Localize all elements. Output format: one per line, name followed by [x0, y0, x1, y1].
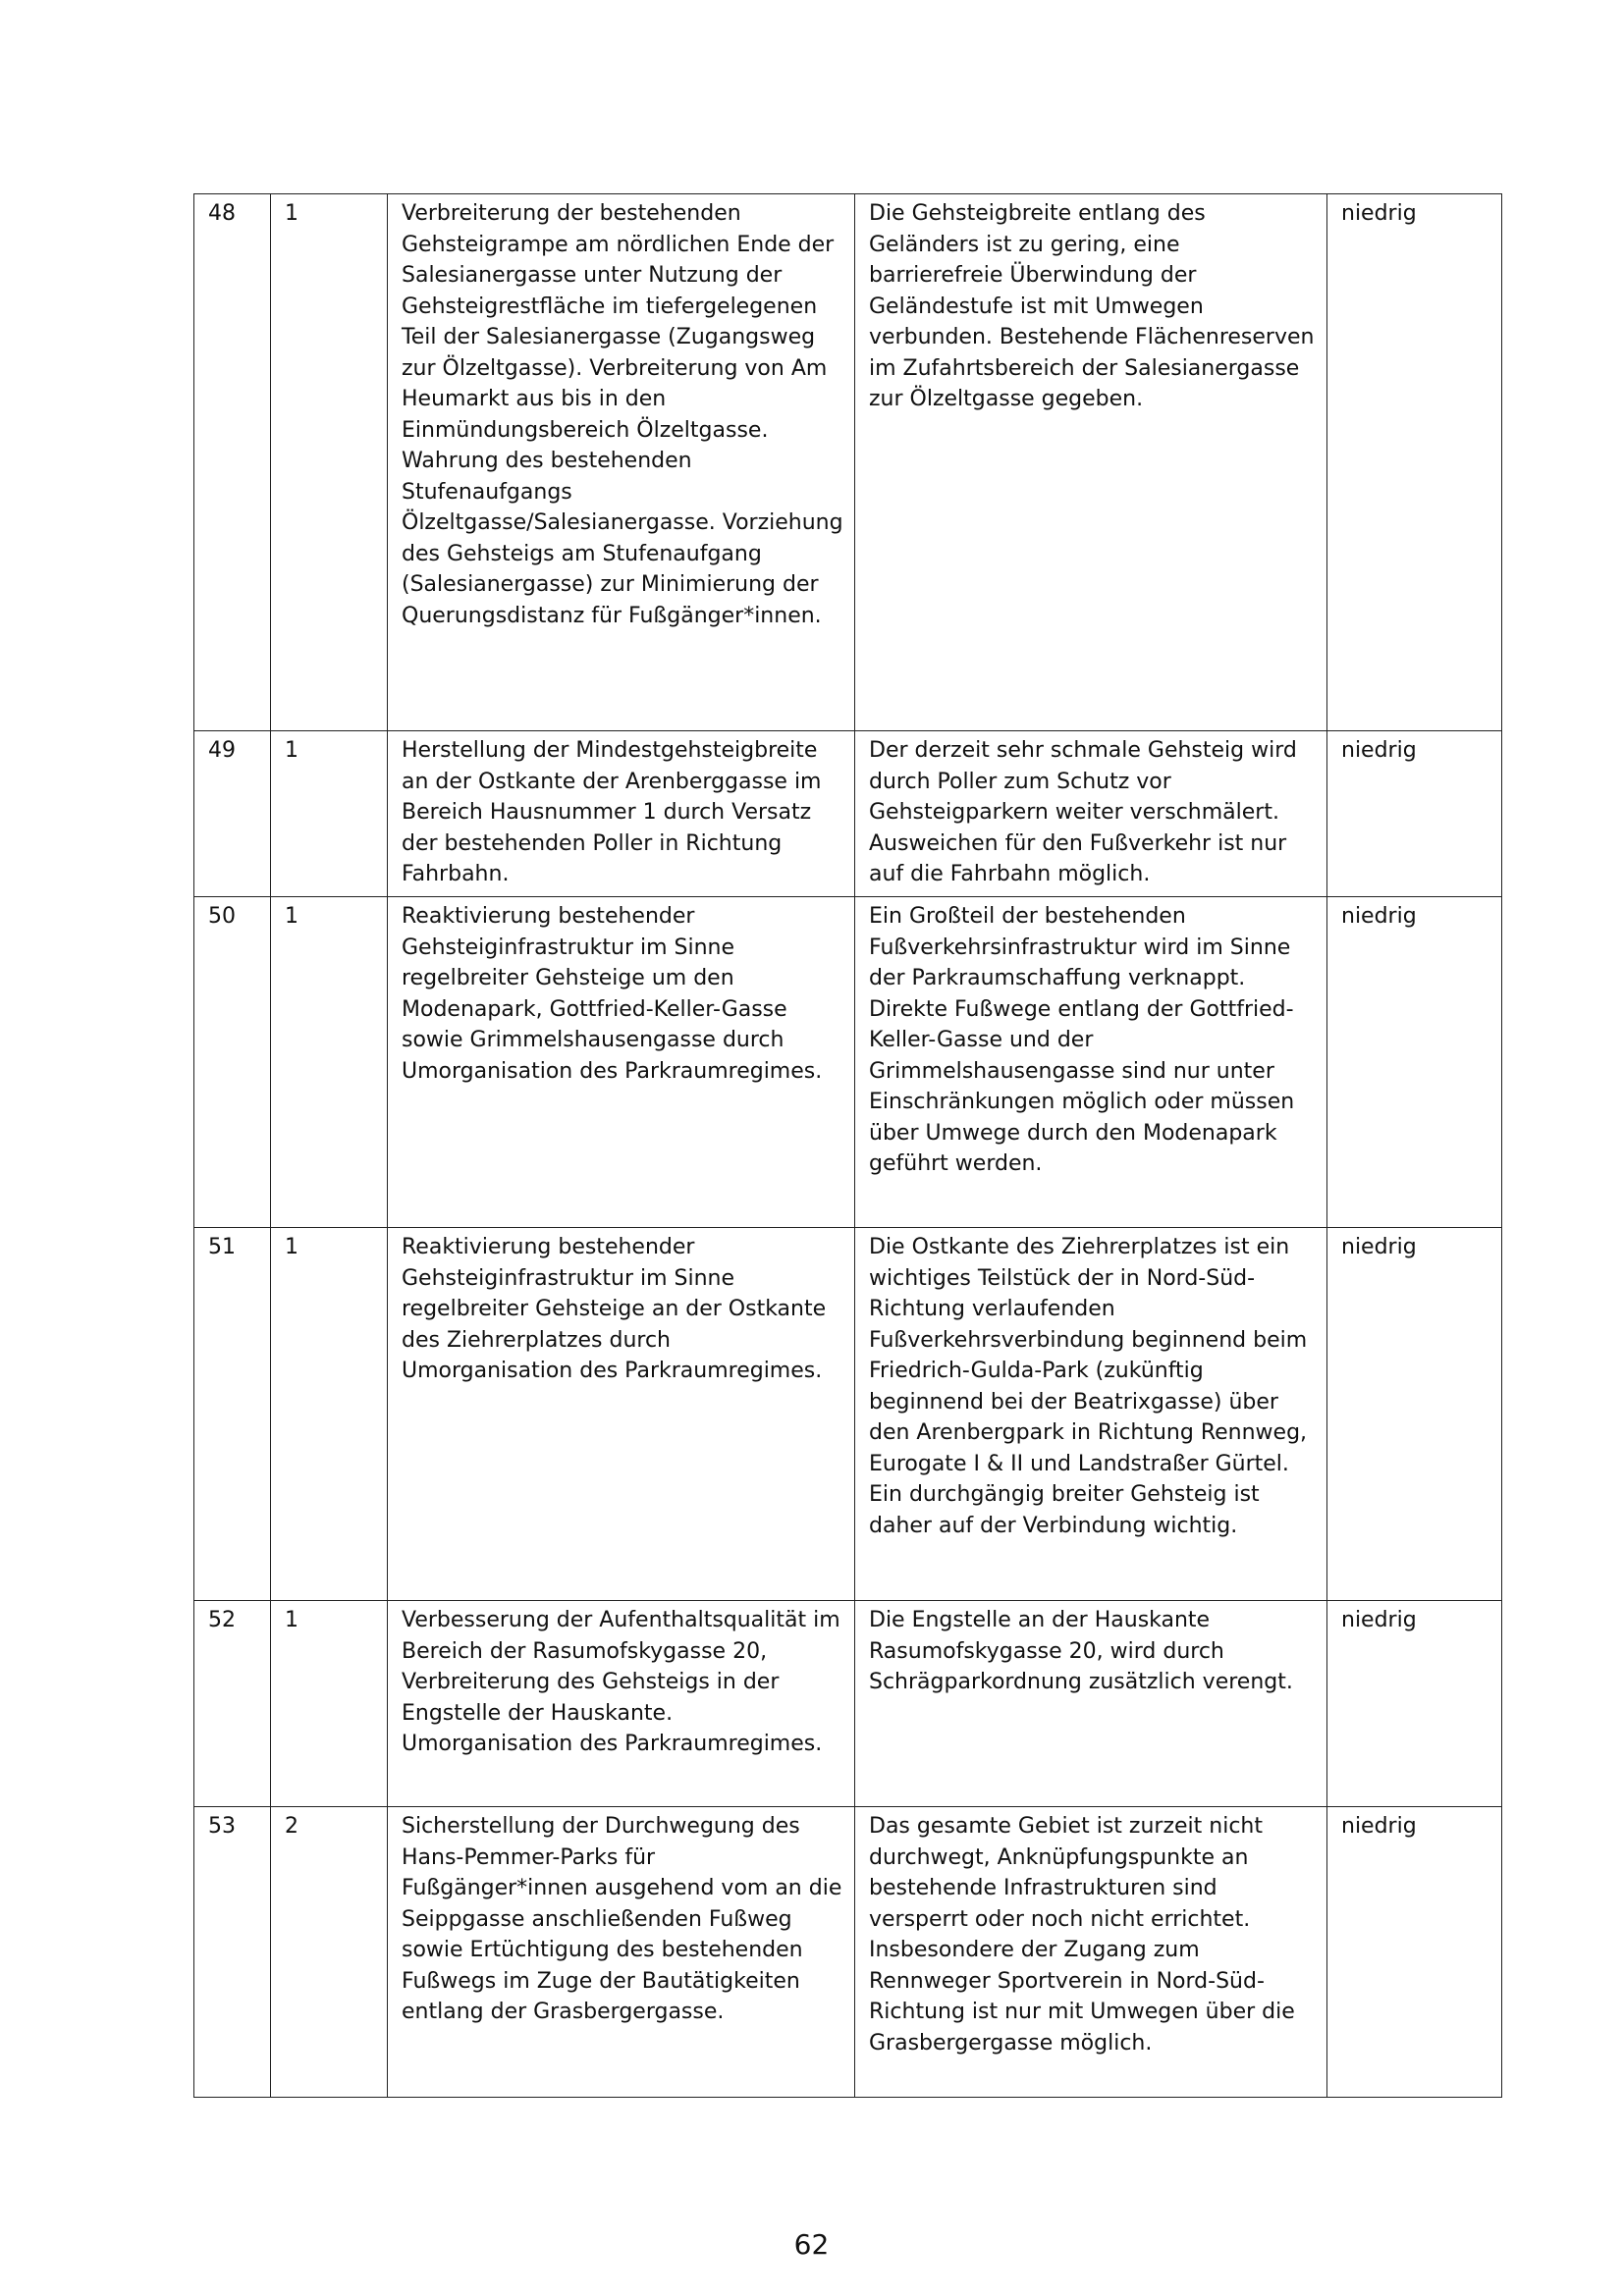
- row-measure: Reaktivierung bestehender Gehsteiginfrastruktur im Sinne regelbreiter Gehsteige um den Modenapark, Gottfried-Keller-Gasse sowie Grimmelshausengasse durch Umorganisation des Parkraumregimes.: [388, 897, 855, 1228]
- row-measure: Verbesserung der Aufenthaltsqualität im Bereich der Rasumofskygasse 20, Verbreiterung des Gehsteigs in der Engstelle der Hauskante. Umorganisation des Parkraumregimes.: [388, 1601, 855, 1807]
- row-measure: Verbreiterung der bestehenden Gehsteigrampe am nördlichen Ende der Salesianergasse unter Nutzung der Gehsteigrestfläche im tiefergelegenen Teil der Salesianergasse (Zugangsweg zur Ölzeltgasse). Verbreiterung von Am Heumarkt aus bis in den Einmündungsbereich Ölzeltgasse. Wahrung des bestehenden Stufenaufgangs Ölzeltgasse/Salesianergasse. Vorziehung des Gehsteigs am Stufenaufgang (Salesianergasse) zur Minimierung der Querungsdistanz für Fußgänger*innen.: [388, 194, 855, 731]
- row-category: 1: [271, 897, 388, 1228]
- row-justification: Der derzeit sehr schmale Gehsteig wird durch Poller zum Schutz vor Gehsteigparkern weiter verschmälert. Ausweichen für den Fußverkehr ist nur auf die Fahrbahn möglich.: [855, 731, 1327, 897]
- row-category: 1: [271, 194, 388, 731]
- table-row: [194, 1601, 1502, 1807]
- row-number: 50: [194, 897, 271, 1228]
- row-number: 48: [194, 194, 271, 731]
- row-number: 52: [194, 1601, 271, 1807]
- row-priority: niedrig: [1327, 1228, 1502, 1601]
- measures-table: [193, 193, 1502, 2098]
- row-justification: Die Engstelle an der Hauskante Rasumofskygasse 20, wird durch Schrägparkordnung zusätzlich verengt.: [855, 1601, 1327, 1807]
- row-number: 49: [194, 731, 271, 897]
- row-measure: Sicherstellung der Durchwegung des Hans-Pemmer-Parks für Fußgänger*innen ausgehend vom an die Seippgasse anschließenden Fußweg sowie Ertüchtigung des bestehenden Fußwegs im Zuge der Bautätigkeiten entlang der Grasbergergasse.: [388, 1807, 855, 2098]
- row-category: 1: [271, 1228, 388, 1601]
- row-category: 1: [271, 731, 388, 897]
- row-justification: Das gesamte Gebiet ist zurzeit nicht durchwegt, Anknüpfungspunkte an bestehende Infrastrukturen sind versperrt oder noch nicht errichtet. Insbesondere der Zugang zum Rennweger Sportverein in Nord-Süd-Richtung ist nur mit Umwegen über die Grasbergergasse möglich.: [855, 1807, 1327, 2098]
- row-justification: Ein Großteil der bestehenden Fußverkehrsinfrastruktur wird im Sinne der Parkraumschaffung verknappt. Direkte Fußwege entlang der Gottfried-Keller-Gasse und der Grimmelshausengasse sind nur unter Einschränkungen möglich oder müssen über Umwege durch den Modenapark geführt werden.: [855, 897, 1327, 1228]
- row-number: 51: [194, 1228, 271, 1601]
- row-category: 2: [271, 1807, 388, 2098]
- row-number: 53: [194, 1807, 271, 2098]
- row-justification: Die Ostkante des Ziehrerplatzes ist ein wichtiges Teilstück der in Nord-Süd-Richtung verlaufenden Fußverkehrsverbindung beginnend beim Friedrich-Gulda-Park (zukünftig beginnend bei der Beatrixgasse) über den Arenbergpark in Richtung Rennweg, Eurogate I & II und Landstraßer Gürtel. Ein durchgängig breiter Gehsteig ist daher auf der Verbindung wichtig.: [855, 1228, 1327, 1601]
- row-category: 1: [271, 1601, 388, 1807]
- table-row: [194, 1228, 1502, 1601]
- table-row: [194, 897, 1502, 1228]
- table-row: [194, 731, 1502, 897]
- row-measure: Herstellung der Mindestgehsteigbreite an der Ostkante der Arenberggasse im Bereich Hausnummer 1 durch Versatz der bestehenden Poller in Richtung Fahrbahn.: [388, 731, 855, 897]
- page-number: 62: [793, 2228, 830, 2261]
- row-priority: niedrig: [1327, 897, 1502, 1228]
- row-priority: niedrig: [1327, 1807, 1502, 2098]
- row-justification: Die Gehsteigbreite entlang des Geländers ist zu gering, eine barrierefreie Überwindung der Geländestufe ist mit Umwegen verbunden. Bestehende Flächenreserven im Zufahrtsbereich der Salesianergasse zur Ölzeltgasse gegeben.: [855, 194, 1327, 731]
- table-row: [194, 194, 1502, 731]
- row-priority: niedrig: [1327, 194, 1502, 731]
- row-priority: niedrig: [1327, 731, 1502, 897]
- row-priority: niedrig: [1327, 1601, 1502, 1807]
- table-row: [194, 1807, 1502, 2098]
- row-measure: Reaktivierung bestehender Gehsteiginfrastruktur im Sinne regelbreiter Gehsteige an der Ostkante des Ziehrerplatzes durch Umorganisation des Parkraumregimes.: [388, 1228, 855, 1601]
